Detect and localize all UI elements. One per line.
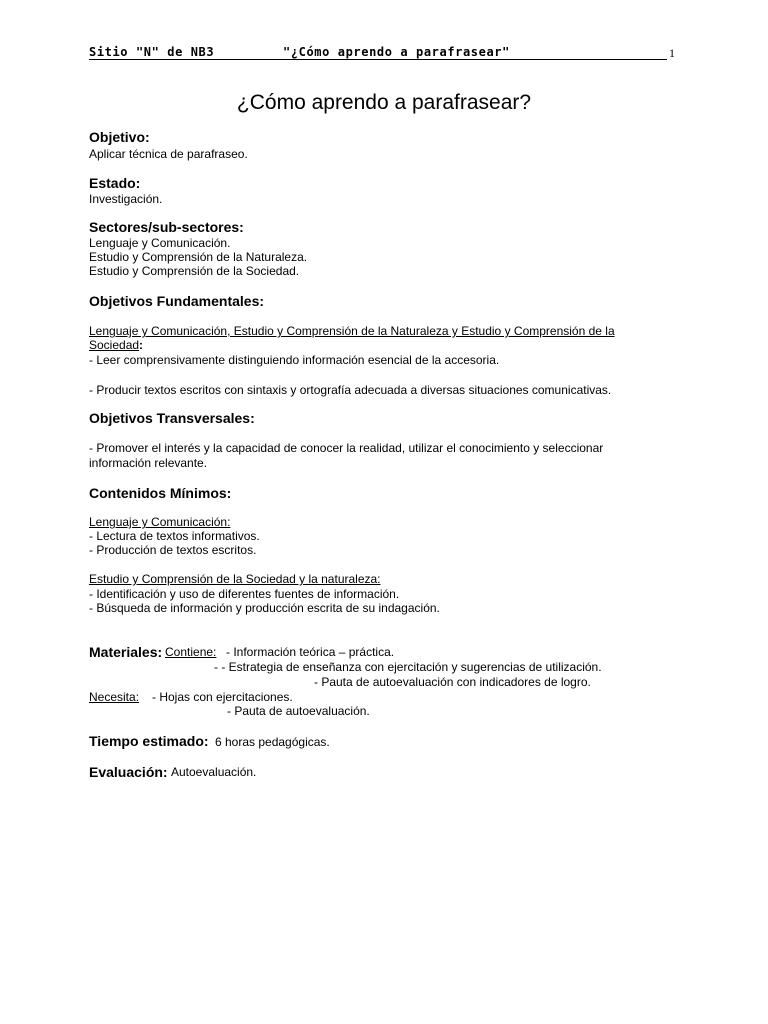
tiempo-text: 6 horas pedagógicas. (215, 735, 330, 749)
objetivos-fundamentales-subjects: Lenguaje y Comunicación, Estudio y Comprensión de la Naturaleza y Estudio y Comprensión de la (89, 324, 615, 338)
contiene-item: - - Estrategia de enseñanza con ejercitación y sugerencias de utilización. (214, 660, 602, 674)
materiales-heading: Materiales: (89, 644, 163, 660)
contiene-item: - Información teórica – práctica. (226, 645, 395, 659)
necesita-item: - Pauta de autoevaluación. (227, 704, 370, 718)
objetivo-text: Aplicar técnica de parafraseo. (89, 147, 248, 161)
evaluacion-heading: Evaluación: (89, 764, 168, 780)
header-left: Sitio "N" de NB3 (89, 45, 215, 59)
subjects-colon: : (139, 338, 144, 352)
objetivos-transversales-heading: Objetivos Transversales: (89, 410, 255, 426)
subjects-cont-text: Sociedad (89, 338, 140, 352)
estado-text: Investigación. (89, 192, 163, 206)
objetivos-fundamentales-subjects-cont (89, 338, 143, 352)
objetivo-heading: Objetivo: (89, 129, 150, 145)
contenidos-item: - Producción de textos escritos. (89, 543, 257, 557)
objetivo-fundamental-item: - Producir textos escritos con sintaxis y ortografía adecuada a diversas situaciones comunicativas. (89, 383, 612, 397)
header-center: "¿Cómo aprendo a parafrasear" (283, 45, 510, 59)
sectores-heading: Sectores/sub-sectores: (89, 219, 244, 235)
necesita-item: - Hojas con ejercitaciones. (152, 690, 293, 704)
contenidos-item: - Lectura de textos informativos. (89, 529, 260, 543)
objetivos-transversales-line: - Promover el interés y la capacidad de conocer la realidad, utilizar el conocimiento y seleccionar (89, 441, 604, 455)
contenidos-item: - Búsqueda de información y producción escrita de su indagación. (89, 601, 440, 615)
objetivo-fundamental-item: - Leer comprensivamente distinguiendo información esencial de la accesoria. (89, 353, 500, 367)
page-number: 1 (669, 46, 675, 60)
objetivos-fundamentales-heading: Objetivos Fundamentales: (89, 293, 265, 309)
estado-heading: Estado: (89, 175, 141, 191)
tiempo-heading: Tiempo estimado: (89, 733, 209, 749)
contiene-item: - Pauta de autoevaluación con indicadores de logro. (314, 675, 591, 689)
sectores-item: Estudio y Comprensión de la Naturaleza. (89, 250, 308, 264)
page-title: ¿Cómo aprendo a parafrasear? (236, 91, 532, 114)
contenidos-item: - Identificación y uso de diferentes fuentes de información. (89, 587, 400, 601)
contenidos-heading: Contenidos Mínimos: (89, 485, 232, 501)
evaluacion-text: Autoevaluación. (171, 765, 257, 779)
objetivos-transversales-line: información relevante. (89, 456, 208, 470)
contiene-label: Contiene: (165, 645, 217, 659)
sectores-item: Estudio y Comprensión de la Sociedad. (89, 264, 300, 278)
contenidos-group-title: Lenguaje y Comunicación: (89, 515, 231, 529)
contenidos-group-title: Estudio y Comprensión de la Sociedad y la naturaleza: (89, 572, 381, 586)
header-rule (89, 59, 667, 60)
necesita-label: Necesita: (89, 690, 140, 704)
sectores-item: Lenguaje y Comunicación. (89, 236, 231, 250)
